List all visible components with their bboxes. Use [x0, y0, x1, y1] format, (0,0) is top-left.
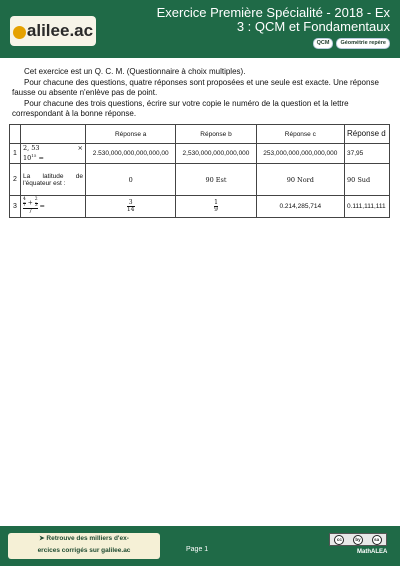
qcm-table	[9, 124, 390, 218]
answer-1c: 253,000,000,000,000,000	[256, 144, 344, 164]
answer-2b: 90 Est	[176, 164, 256, 196]
q3-numerator	[23, 198, 38, 208]
answer-3a-den: 14	[126, 206, 135, 214]
table-header-row	[10, 125, 390, 144]
rocket-icon: ➤	[39, 535, 45, 542]
cc-icon: cc	[334, 535, 344, 545]
q3-plus: +	[27, 199, 33, 207]
corner-cell	[10, 125, 21, 144]
header-reponse-a: Réponse a	[86, 125, 176, 144]
galilee-logo[interactable]	[10, 16, 96, 46]
q3-main-fraction	[23, 198, 38, 215]
question-number: 1	[10, 144, 21, 164]
question-2: La latitude de l'équateur est :	[21, 164, 86, 196]
question-number: 3	[10, 196, 21, 218]
instructions	[12, 67, 388, 120]
table-row	[10, 144, 390, 164]
tag-geometrie[interactable]: Géométrie repère	[336, 38, 390, 49]
promo-box[interactable]	[8, 533, 160, 559]
answer-3b-num: 1	[214, 199, 218, 207]
logo-mark-icon	[13, 26, 26, 39]
promo-line-1	[8, 533, 160, 545]
promo-text-1: Retrouve des milliers d'ex-	[46, 535, 129, 542]
q3-n2: 2	[34, 197, 38, 203]
q3-equals: =	[39, 202, 45, 211]
answer-2d: 90 Sud	[345, 164, 390, 196]
title-line-2: 3 : QCM et Fondamentaux	[236, 19, 390, 34]
answer-3d: 0.111,111,111	[345, 196, 390, 218]
tag-list	[313, 38, 390, 49]
sa-icon: sa	[372, 535, 382, 545]
creative-commons-badge[interactable]	[329, 533, 387, 546]
answer-3a	[86, 196, 176, 218]
page-number: Page 1	[186, 546, 209, 553]
q3-frac-2	[35, 198, 38, 208]
answer-3a-fraction	[127, 200, 135, 213]
corner-cell-2	[21, 125, 86, 144]
q3-d1: 7	[23, 202, 26, 208]
q1-equals: =	[38, 154, 44, 163]
mathalea-brand: MathALEA	[357, 549, 388, 555]
answer-2a: 0	[86, 164, 176, 196]
answer-3a-num: 3	[128, 199, 133, 207]
intro-paragraph-3: Pour chacune des trois questions, écrire sur votre copie le numéro de la question et la lettre correspondant à la bonne réponse.	[12, 99, 349, 118]
header-reponse-c: Réponse c	[256, 125, 344, 144]
question-number: 2	[10, 164, 21, 196]
answer-1b: 2,530,000,000,000,000	[176, 144, 256, 164]
q1-times: ×	[77, 144, 83, 152]
table-row	[10, 164, 390, 196]
intro-paragraph-2: Pour chacune des questions, quatre réponses sont proposées et une seule est exacte. Une réponse fausse ou absente n'enlève pas de point.	[12, 78, 379, 97]
table-row	[10, 196, 390, 218]
q3-n1: 4	[23, 197, 26, 203]
q3-frac-1	[23, 198, 26, 208]
answer-3c: 0.214,285,714	[256, 196, 344, 218]
promo-line-2: ercices corrigés sur galilee.ac	[37, 547, 131, 554]
q1-mantissa: 2, 53	[23, 144, 40, 152]
answer-1d: 37,95	[345, 144, 390, 164]
header-reponse-b: Réponse b	[176, 125, 256, 144]
logo-text: alilee.ac	[26, 21, 94, 40]
header-reponse-d: Réponse d	[345, 125, 390, 144]
intro-paragraph-1: Cet exercice est un Q. C. M. (Questionnaire à choix multiples).	[24, 67, 246, 76]
q3-d2: 3	[34, 202, 38, 208]
question-3	[21, 196, 86, 218]
question-1	[21, 144, 86, 164]
answer-3b-den: 9	[214, 206, 218, 214]
by-icon: by	[353, 535, 363, 545]
answer-2c: 90 Nord	[256, 164, 344, 196]
title-line-1: Exercice Première Spécialité - 2018 - Ex	[156, 5, 390, 20]
answer-3b-fraction	[214, 200, 218, 213]
tag-qcm[interactable]: QCM	[313, 38, 334, 49]
answer-1a: 2.530,000,000,000,000,00	[86, 144, 176, 164]
q3-denominator: 7	[28, 208, 33, 216]
q1-base: 10	[23, 154, 32, 163]
exercise-title	[120, 6, 390, 34]
answer-3b	[176, 196, 256, 218]
q1-exponent: 15	[31, 153, 37, 158]
